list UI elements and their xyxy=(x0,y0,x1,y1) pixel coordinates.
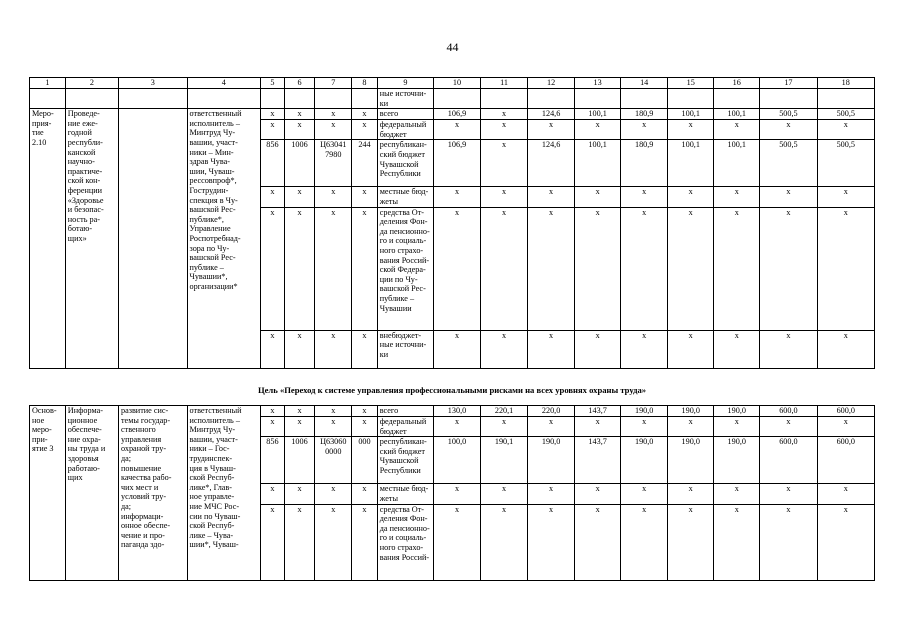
year-amount: х xyxy=(528,330,575,368)
grbs-code: х xyxy=(261,484,285,504)
section-code: х xyxy=(284,120,315,140)
year-amount: х xyxy=(575,504,621,580)
year-amount: 106,9 xyxy=(433,140,480,187)
year-amount: х xyxy=(528,120,575,140)
grbs-code: х xyxy=(261,187,285,207)
target-article-code: х xyxy=(315,406,352,417)
year-amount: х xyxy=(481,330,528,368)
year-amount: 600,0 xyxy=(760,437,817,484)
year-amount: 100,1 xyxy=(575,140,621,187)
funding-source: местные бюд- жеты xyxy=(377,187,433,207)
year-amount: 124,6 xyxy=(528,140,575,187)
year-amount: х xyxy=(575,484,621,504)
funding-source: республикан- ский бюджет Чувашской Республики xyxy=(377,437,433,484)
measure-goal: развитие сис- темы государ- ственного управления охраной тру- да; повышение качества рабо- чих мест и условий тру- да; информаци- онное обеспе- чение и про- паганда здо- xyxy=(118,406,187,581)
measure-name: Проведе- ние еже- годной республи- канской научно- практиче- ской кон- ференции «Здоровье и безопас- ность ра- ботаю- щих» xyxy=(65,109,118,368)
year-amount: х xyxy=(621,504,668,580)
target-article-code: х xyxy=(315,417,352,437)
table-row xyxy=(30,89,875,109)
funding-source: республикан- ский бюджет Чувашской Республики xyxy=(377,140,433,187)
budget-table-part2 xyxy=(29,405,875,581)
year-amount: х xyxy=(528,504,575,580)
year-amount: х xyxy=(668,207,714,330)
column-number: 2 xyxy=(65,78,118,89)
year-amount: х xyxy=(433,504,480,580)
year-amount: 190,0 xyxy=(714,406,760,417)
target-article-code: х xyxy=(315,187,352,207)
year-amount: х xyxy=(714,484,760,504)
goal-heading: Цель «Переход к системе управления профессиональными рисками на всех уровнях охраны труда» xyxy=(257,385,647,395)
grbs-code: х xyxy=(261,417,285,437)
funding-source: ные источни- ки xyxy=(377,89,433,109)
year-amount: х xyxy=(575,417,621,437)
target-article-code: Ц63060 0000 xyxy=(315,437,352,484)
target-article-code: Ц63041 7980 xyxy=(315,140,352,187)
executor: ответственный исполнитель – Минтруд Чу- вашии, участ- ники – Мин- здрав Чува- шии, Чуваш- рессовпроф*, Гострудин- спекция в Чу- вашской Рес- публике*, Управление Роспотребнад- зора по Чу- вашской Рес- публике – Чувашии*, организации* xyxy=(187,109,261,368)
measure-code: Основ- ное меро- при- ятие 3 xyxy=(30,406,66,581)
year-amount: х xyxy=(817,207,874,330)
year-amount: х xyxy=(433,417,480,437)
expense-type-code: х xyxy=(352,207,378,330)
year-amount: х xyxy=(433,484,480,504)
expense-type-code: х xyxy=(352,484,378,504)
year-amount: х xyxy=(528,207,575,330)
page-number: 44 xyxy=(446,40,459,54)
year-amount: 600,0 xyxy=(817,406,874,417)
year-amount: х xyxy=(760,207,817,330)
column-number: 16 xyxy=(714,78,760,89)
funding-source: всего xyxy=(377,406,433,417)
grbs-code xyxy=(261,89,285,109)
section-code: х xyxy=(284,330,315,368)
header-row xyxy=(30,78,875,89)
grbs-code: 856 xyxy=(261,140,285,187)
funding-source: внебюджет- ные источни- ки xyxy=(377,330,433,368)
funding-source: местные бюд- жеты xyxy=(377,484,433,504)
year-amount: х xyxy=(481,417,528,437)
expense-type-code: х xyxy=(352,109,378,120)
year-amount xyxy=(528,89,575,109)
column-number: 14 xyxy=(621,78,668,89)
grbs-code: х xyxy=(261,330,285,368)
year-amount: х xyxy=(760,120,817,140)
year-amount: 190,0 xyxy=(528,437,575,484)
grbs-code: х xyxy=(261,120,285,140)
column-number: 15 xyxy=(668,78,714,89)
year-amount: 180,9 xyxy=(621,109,668,120)
year-amount: 220,1 xyxy=(481,406,528,417)
year-amount: х xyxy=(621,330,668,368)
year-amount: х xyxy=(575,120,621,140)
section-code: х xyxy=(284,417,315,437)
measure-code: Меро- прия- тие 2.10 xyxy=(30,109,66,368)
year-amount: х xyxy=(575,207,621,330)
year-amount: 600,0 xyxy=(760,406,817,417)
year-amount: 130,0 xyxy=(433,406,480,417)
year-amount: 500,5 xyxy=(760,109,817,120)
funding-source: федеральный бюджет xyxy=(377,120,433,140)
year-amount: х xyxy=(817,504,874,580)
year-amount: х xyxy=(817,417,874,437)
year-amount: х xyxy=(668,484,714,504)
year-amount: 100,0 xyxy=(433,437,480,484)
year-amount xyxy=(621,89,668,109)
target-article-code: х xyxy=(315,484,352,504)
year-amount: х xyxy=(668,330,714,368)
grbs-code: х xyxy=(261,406,285,417)
section-code: х xyxy=(284,187,315,207)
funding-source: всего xyxy=(377,109,433,120)
year-amount: х xyxy=(621,484,668,504)
section-code: х xyxy=(284,109,315,120)
target-article-code: х xyxy=(315,504,352,580)
year-amount: х xyxy=(575,330,621,368)
year-amount: 100,1 xyxy=(575,109,621,120)
year-amount xyxy=(433,89,480,109)
grbs-code: х xyxy=(261,207,285,330)
year-amount: х xyxy=(817,187,874,207)
year-amount: х xyxy=(760,417,817,437)
year-amount: 190,1 xyxy=(481,437,528,484)
target-article-code: х xyxy=(315,109,352,120)
year-amount: х xyxy=(528,484,575,504)
year-amount: 100,1 xyxy=(714,109,760,120)
section-code: 1006 xyxy=(284,140,315,187)
year-amount: х xyxy=(714,207,760,330)
column-number: 12 xyxy=(528,78,575,89)
year-amount: х xyxy=(714,504,760,580)
section-code: х xyxy=(284,504,315,580)
expense-type-code: 000 xyxy=(352,437,378,484)
year-amount: х xyxy=(714,187,760,207)
column-number: 18 xyxy=(817,78,874,89)
year-amount: х xyxy=(714,417,760,437)
empty-cell xyxy=(118,89,187,109)
column-number: 17 xyxy=(760,78,817,89)
year-amount: 190,0 xyxy=(621,437,668,484)
expense-type-code: х xyxy=(352,187,378,207)
year-amount: х xyxy=(575,187,621,207)
expense-type-code: х xyxy=(352,406,378,417)
section-code: х xyxy=(284,207,315,330)
year-amount: 100,1 xyxy=(714,140,760,187)
section-code: х xyxy=(284,406,315,417)
year-amount: 500,5 xyxy=(817,140,874,187)
year-amount: 220,0 xyxy=(528,406,575,417)
year-amount: 190,0 xyxy=(668,406,714,417)
year-amount: х xyxy=(621,120,668,140)
budget-table-part1 xyxy=(29,77,875,369)
expense-type-code: 244 xyxy=(352,140,378,187)
year-amount: х xyxy=(433,330,480,368)
target-article-code: х xyxy=(315,330,352,368)
column-number: 11 xyxy=(481,78,528,89)
year-amount: х xyxy=(817,330,874,368)
year-amount: 124,6 xyxy=(528,109,575,120)
year-amount: х xyxy=(433,187,480,207)
column-number: 1 xyxy=(30,78,66,89)
column-number: 10 xyxy=(433,78,480,89)
measure-name: Информа- ционное обеспече- ние охра- ны труда и здоровья работаю- щих xyxy=(65,406,118,581)
funding-source: федеральный бюджет xyxy=(377,417,433,437)
year-amount: х xyxy=(481,187,528,207)
year-amount: х xyxy=(668,120,714,140)
year-amount: 600,0 xyxy=(817,437,874,484)
measure-goal xyxy=(118,109,187,368)
year-amount: х xyxy=(621,187,668,207)
year-amount: х xyxy=(481,140,528,187)
year-amount: 190,0 xyxy=(668,437,714,484)
section-code: х xyxy=(284,484,315,504)
year-amount xyxy=(714,89,760,109)
year-amount: 190,0 xyxy=(621,406,668,417)
year-amount: х xyxy=(433,120,480,140)
year-amount: х xyxy=(760,187,817,207)
target-article-code: х xyxy=(315,207,352,330)
column-number: 5 xyxy=(261,78,285,89)
year-amount: х xyxy=(481,484,528,504)
column-number: 3 xyxy=(118,78,187,89)
year-amount: х xyxy=(714,120,760,140)
year-amount: 143,7 xyxy=(575,406,621,417)
year-amount xyxy=(760,89,817,109)
expense-type-code: х xyxy=(352,330,378,368)
year-amount: х xyxy=(481,109,528,120)
table-row xyxy=(30,406,875,417)
year-amount xyxy=(575,89,621,109)
section-code xyxy=(284,89,315,109)
section-code: 1006 xyxy=(284,437,315,484)
year-amount: 100,1 xyxy=(668,140,714,187)
year-amount: х xyxy=(817,120,874,140)
year-amount: х xyxy=(433,207,480,330)
empty-cell xyxy=(187,89,261,109)
funding-source: средства От- деления Фон- да пенсионно- го и социаль- ного страхо- вания Россий- xyxy=(377,504,433,580)
column-number: 8 xyxy=(352,78,378,89)
year-amount: х xyxy=(668,417,714,437)
year-amount: 106,9 xyxy=(433,109,480,120)
year-amount: х xyxy=(668,504,714,580)
year-amount xyxy=(817,89,874,109)
target-article-code xyxy=(315,89,352,109)
year-amount: х xyxy=(760,504,817,580)
grbs-code: х xyxy=(261,504,285,580)
year-amount: х xyxy=(481,207,528,330)
year-amount: 500,5 xyxy=(760,140,817,187)
year-amount: х xyxy=(760,484,817,504)
year-amount: х xyxy=(481,504,528,580)
year-amount: х xyxy=(760,330,817,368)
year-amount: 180,9 xyxy=(621,140,668,187)
expense-type-code xyxy=(352,89,378,109)
year-amount: х xyxy=(528,187,575,207)
year-amount: 500,5 xyxy=(817,109,874,120)
expense-type-code: х xyxy=(352,417,378,437)
year-amount: х xyxy=(621,417,668,437)
column-number: 6 xyxy=(284,78,315,89)
year-amount: х xyxy=(481,120,528,140)
year-amount: 143,7 xyxy=(575,437,621,484)
empty-cell xyxy=(30,89,66,109)
expense-type-code: х xyxy=(352,120,378,140)
year-amount: х xyxy=(621,207,668,330)
grbs-code: х xyxy=(261,109,285,120)
year-amount: 100,1 xyxy=(668,109,714,120)
column-number: 7 xyxy=(315,78,352,89)
year-amount xyxy=(668,89,714,109)
funding-source: средства От- деления Фон- да пенсионно- го и социаль- ного страхо- вания Россий- ской Федера- ции по Чу- вашской Рес- публике – Чувашии xyxy=(377,207,433,330)
column-number: 9 xyxy=(377,78,433,89)
year-amount: х xyxy=(817,484,874,504)
column-number: 4 xyxy=(187,78,261,89)
table-row xyxy=(30,109,875,120)
year-amount: х xyxy=(668,187,714,207)
year-amount: х xyxy=(714,330,760,368)
empty-cell xyxy=(65,89,118,109)
column-number: 13 xyxy=(575,78,621,89)
year-amount: 190,0 xyxy=(714,437,760,484)
target-article-code: х xyxy=(315,120,352,140)
executor: ответственный исполнитель – Минтруд Чу- вашии, участ- ники – Гос- трудинспек- ция в Чуваш- ской Респуб- лике*, Глав- ное управле- ние МЧС Рос- сии по Чуваш- ской Респуб- лике – Чува- шии*, Чуваш- xyxy=(187,406,261,581)
year-amount xyxy=(481,89,528,109)
expense-type-code: х xyxy=(352,504,378,580)
grbs-code: 856 xyxy=(261,437,285,484)
year-amount: х xyxy=(528,417,575,437)
